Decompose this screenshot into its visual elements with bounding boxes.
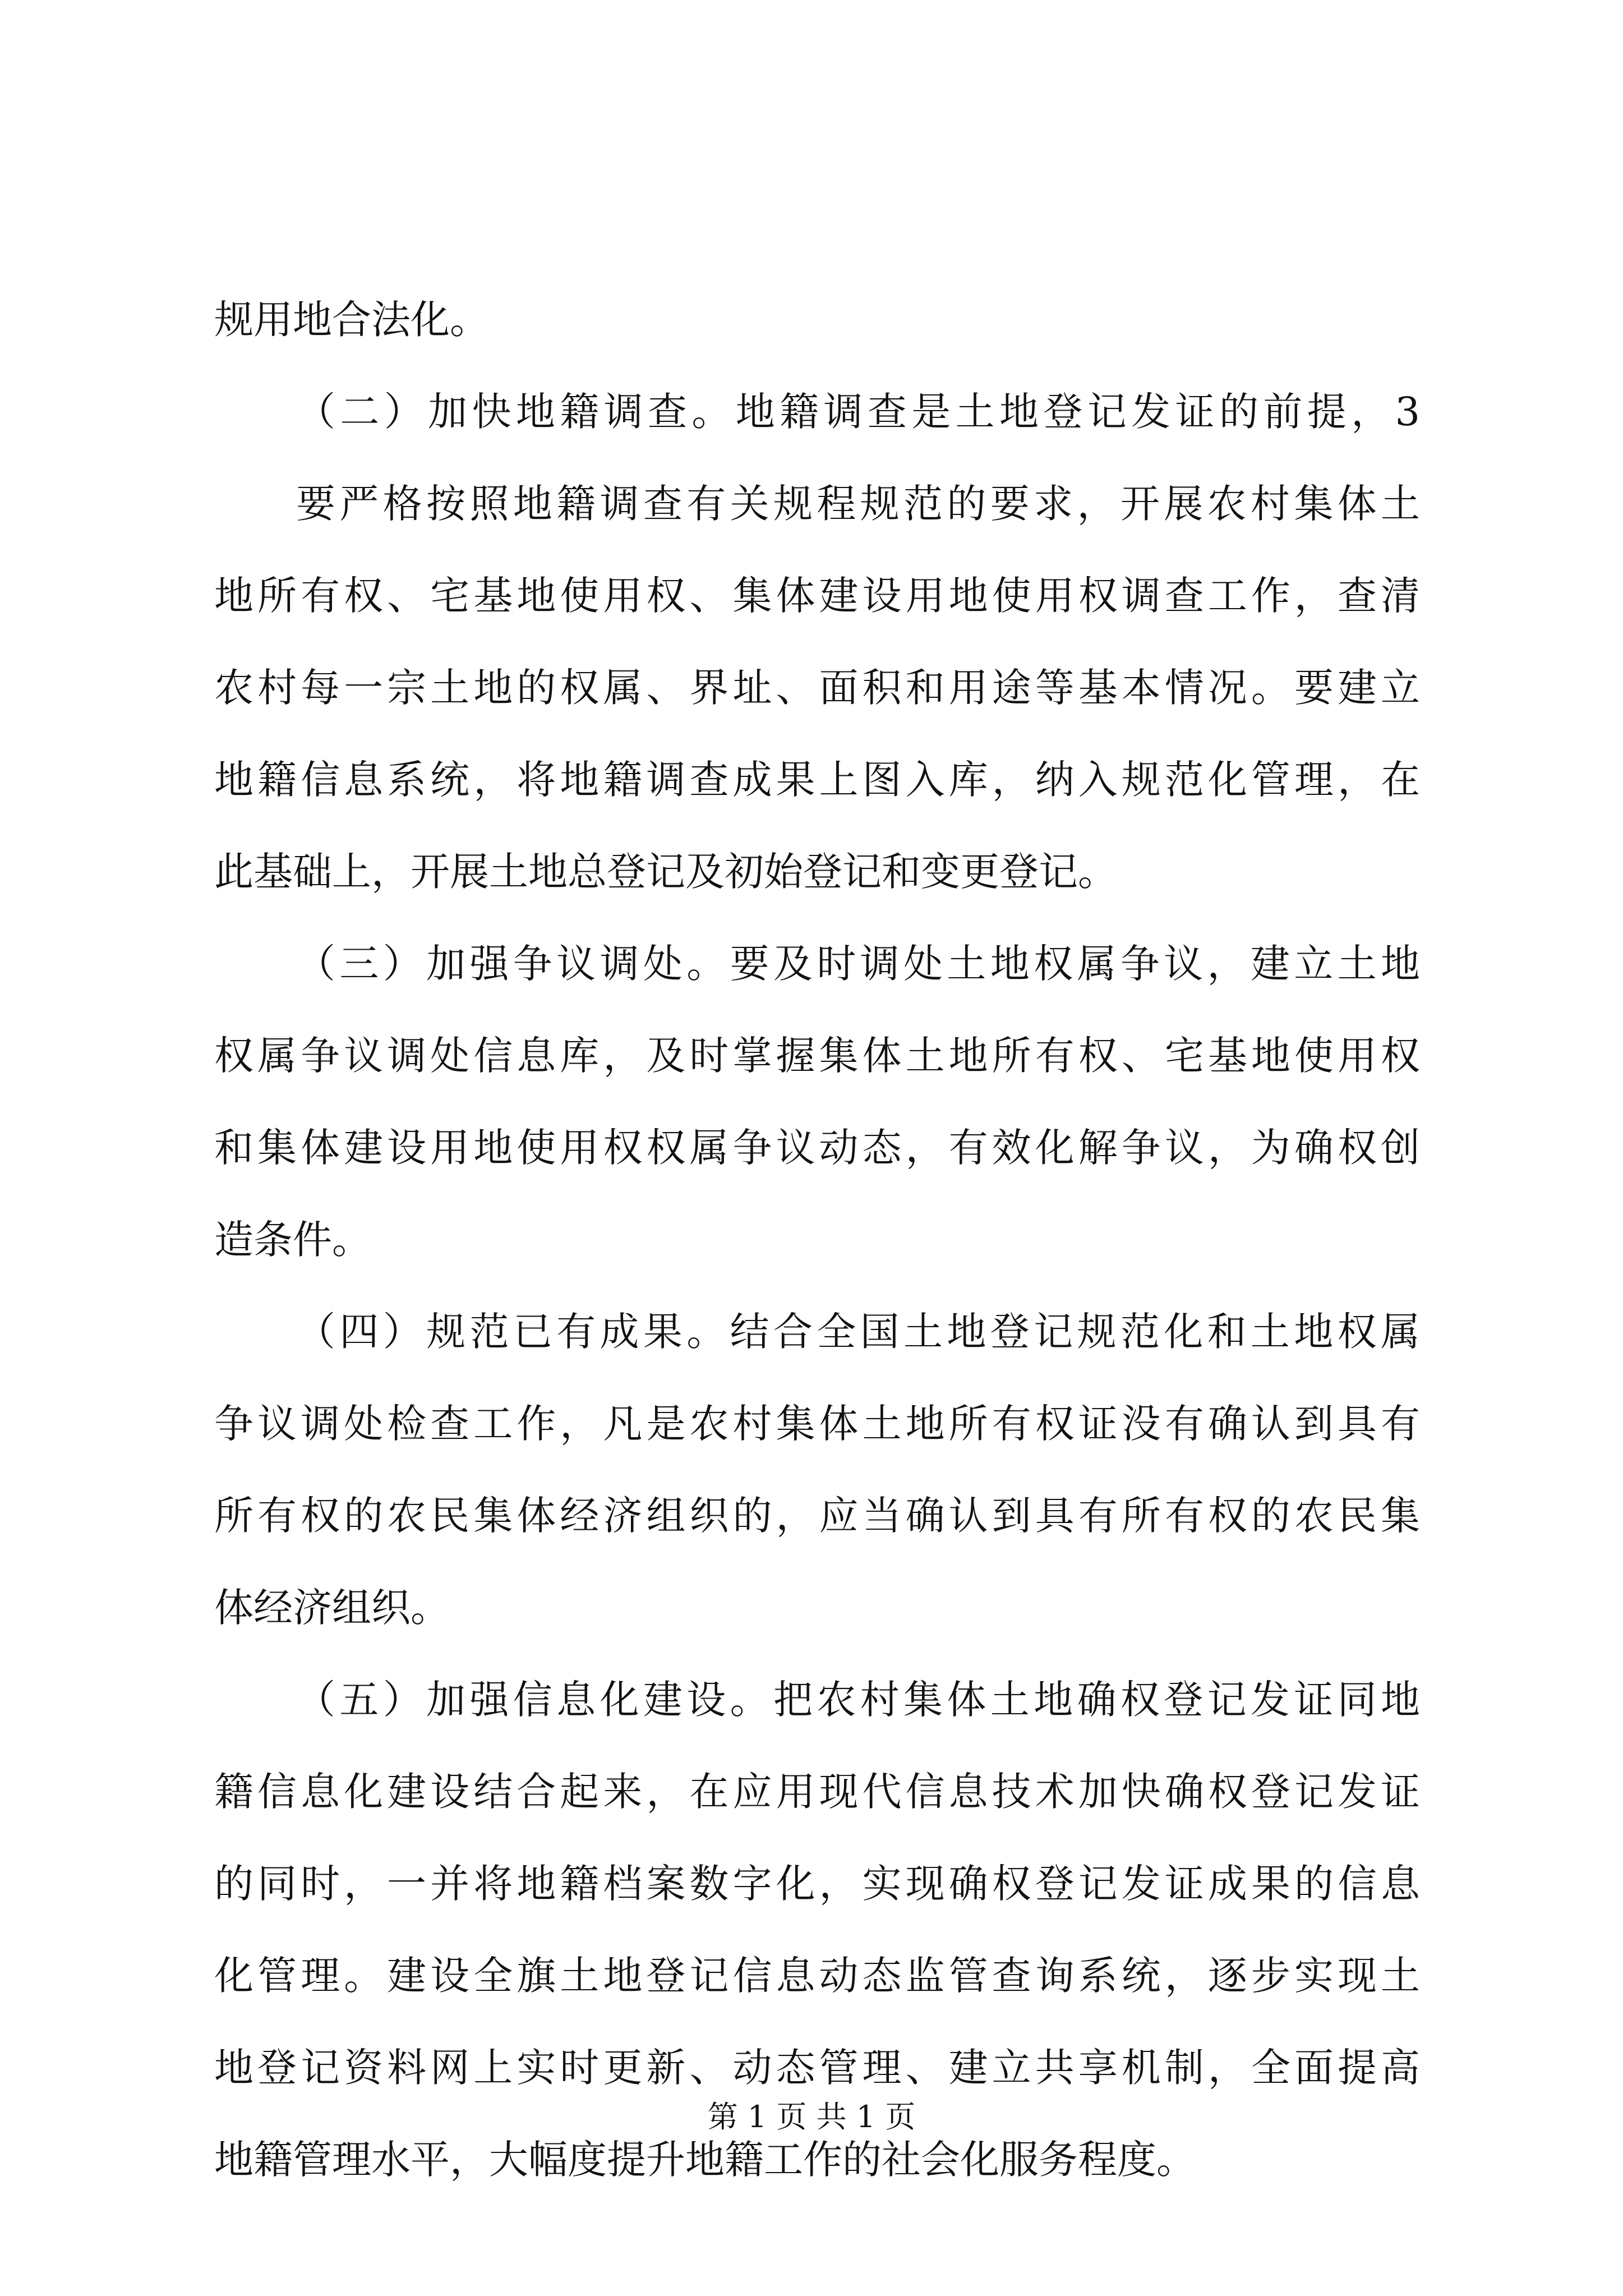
text-line: 地籍管理水平，大幅度提升地籍工作的社会化服务程度。 [214,2137,1196,2183]
text-line: 的同时，一并将地籍档案数字化，实现确权登记发证成果的信息 [214,1861,1420,1907]
paragraph-heading-line: （二）加快地籍调查。地籍调查是土地登记发证的前提，3 [296,389,1420,435]
text-line: 造条件。 [214,1217,371,1263]
page-footer: 第 1 页 共 1 页 [707,2099,916,2134]
paragraph-heading-line: （三）加强争议调处。要及时调处土地权属争议，建立土地 [296,941,1420,987]
text-line: 体经济组织。 [214,1585,450,1631]
text-line: 农村每一宗土地的权属、界址、面积和用途等基本情况。要建立 [214,665,1420,711]
text-line: 地登记资料网上实时更新、动态管理、建立共享机制，全面提高 [214,2045,1420,2091]
paragraph-heading-line: （五）加强信息化建设。把农村集体土地确权登记发证同地 [296,1677,1420,1723]
text-line: 籍信息化建设结合起来，在应用现代信息技术加快确权登记发证 [214,1769,1420,1815]
text-line: 规用地合法化。 [214,297,489,343]
text-line: 化管理。建设全旗土地登记信息动态监管查询系统，逐步实现土 [214,1953,1420,1999]
paragraph-heading-line: （四）规范已有成果。结合全国土地登记规范化和土地权属 [296,1309,1420,1355]
text-line: 权属争议调处信息库，及时掌握集体土地所有权、宅基地使用权 [214,1033,1420,1079]
text-line: 地籍信息系统，将地籍调查成果上图入库，纳入规范化管理，在 [214,757,1420,803]
text-line: 要严格按照地籍调查有关规程规范的要求，开展农村集体土 [296,481,1420,527]
text-line: 地所有权、宅基地使用权、集体建设用地使用权调查工作，查清 [214,573,1420,619]
text-line: 所有权的农民集体经济组织的，应当确认到具有所有权的农民集 [214,1493,1420,1539]
text-line: 和集体建设用地使用权权属争议动态，有效化解争议，为确权创 [214,1125,1420,1171]
text-line: 争议调处检查工作，凡是农村集体土地所有权证没有确认到具有 [214,1401,1420,1447]
text-line: 此基础上，开展土地总登记及初始登记和变更登记。 [214,849,1117,895]
